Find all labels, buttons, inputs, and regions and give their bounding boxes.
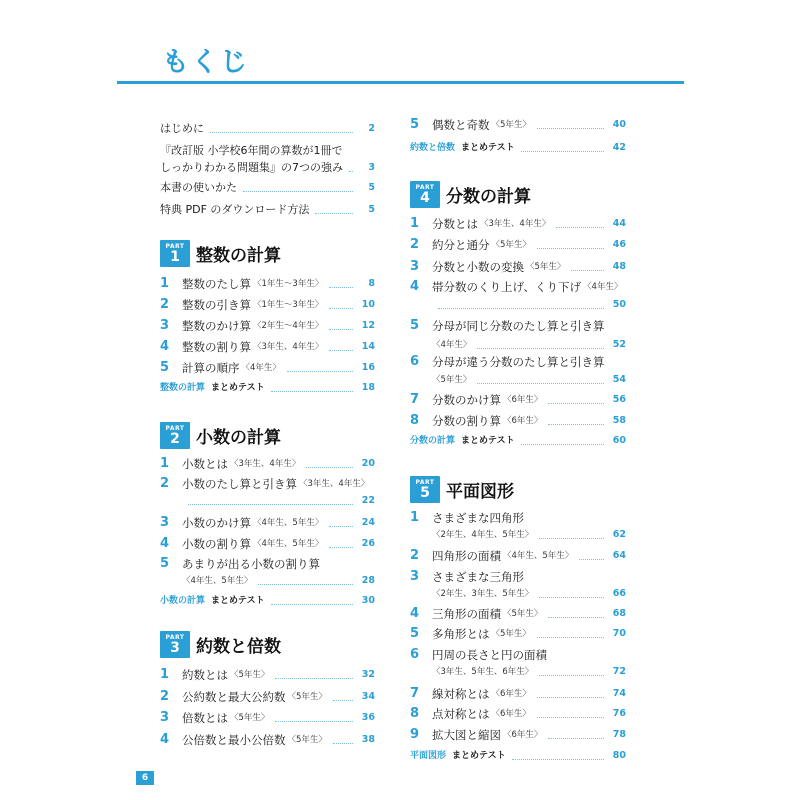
page-ref: 3 [368,162,375,173]
entry-title: 分母が違う分数のたし算と引き算 [432,355,605,369]
leader-dots [537,248,604,249]
entry-number: 4 [160,732,170,747]
page-ref: 24 [361,517,375,528]
entry-number: 2 [160,476,170,491]
grade-range: 〈3年生、4年生〉 [480,219,551,229]
part-title: 整数の計算 [196,246,281,266]
page-ref: 2 [368,123,375,134]
toc-entry [160,664,375,682]
leader-dots [349,171,353,172]
leader-dots [556,227,604,228]
entry-title: 整数の引き算 [182,298,251,312]
entry-number: 7 [410,686,420,701]
leader-dots [333,700,353,701]
toc-entry [410,724,626,742]
toc-entry [160,473,375,491]
grade-range: 〈5年生〉 [230,670,270,680]
entry-title: 小数とは [182,457,228,471]
leader-dots [329,287,353,288]
page-ref: 40 [612,119,626,130]
grade-range: 〈6年生〉 [503,730,543,740]
leader-dots [243,191,353,192]
page-ref: 5 [368,182,375,193]
entry-number: 6 [410,354,420,369]
leader-dots [539,675,604,676]
leader-dots [539,538,604,539]
entry-title: しっかりわかる問題集』の7つの強み [160,161,343,174]
page-ref: 80 [612,750,626,761]
grade-range: 〈6年生〉 [491,709,531,719]
page-ref: 66 [612,588,626,599]
toc-entry [160,357,375,375]
grade-range: 〈4年生、5年生〉 [182,576,253,586]
page-ref: 56 [612,394,626,405]
page-ref: 36 [361,712,375,723]
entry-number: 2 [410,548,420,563]
part-badge [410,181,440,208]
entry-title: さまざまな三角形 [432,570,524,584]
entry-title: 分数とは [432,217,478,231]
grade-range: 〈4年生、5年生〉 [503,551,574,561]
grade-range: 〈2年生、4年生、5年生〉 [432,530,534,540]
entry-number: 4 [160,339,170,354]
entry-number: 3 [160,515,170,530]
part-title: 平面図形 [446,482,514,502]
entry-number: 1 [160,667,170,682]
entry-title: 小数のかけ算 [182,516,251,530]
leader-dots [210,132,353,133]
leader-dots [329,350,353,351]
entry-title: 分数の割り算 [432,414,501,428]
page-ref: 50 [612,299,626,310]
toc-entry [410,507,626,525]
entry-number: 3 [410,259,420,274]
leader-dots [333,743,353,744]
leader-dots [188,504,353,505]
page-ref: 48 [612,261,626,272]
entry-number: 3 [160,710,170,725]
leader-dots [477,348,604,349]
leader-dots [539,597,604,598]
toc-entry [160,453,375,471]
leader-dots [512,759,604,760]
grade-range: 〈5年生〉 [526,262,566,272]
review-test-label: まとめテスト [211,383,265,393]
entry-number: 2 [160,297,170,312]
toc-entry [410,603,626,621]
entry-title: 小数の割り算 [182,537,251,551]
toc-entry [410,703,626,721]
toc-entry [410,623,626,641]
part-number: 4 [420,189,430,206]
leader-dots [275,721,353,722]
entry-number: 7 [410,392,420,407]
page-ref: 46 [612,239,626,250]
intro-entry [160,118,375,136]
grade-range: 〈3年生、4年生〉 [299,479,370,489]
toc-entry [160,707,375,725]
toc-entry [410,583,626,601]
intro-entry [160,199,375,217]
page-ref: 68 [612,608,626,619]
page-ref: 52 [612,339,626,350]
page-ref: 18 [361,382,375,393]
entry-number: 4 [160,536,170,551]
toc-entry [410,389,626,407]
page-ref: 5 [368,204,375,215]
entry-title: 整数のたし算 [182,277,251,291]
review-test-section: 約数と倍数 [410,143,456,153]
grade-range: 〈4年生〉 [583,282,623,292]
entry-number: 5 [410,318,420,333]
grade-range: 〈2年生、3年生、5年生〉 [432,589,534,599]
toc-entry [410,410,626,428]
leader-dots [329,308,353,309]
entry-number: 5 [160,556,170,571]
entry-title: 分数と小数の変換 [432,260,524,274]
page-ref: 22 [361,495,375,506]
entry-title: 拡大図と縮図 [432,728,501,742]
page-ref: 44 [612,218,626,229]
grade-range: 〈5年生〉 [230,713,270,723]
part-label: PART [165,424,185,432]
leader-dots [548,738,604,739]
grade-range: 〈5年生〉 [287,692,327,702]
toc-entry [160,336,375,354]
toc-entry [160,315,375,333]
leader-dots [329,547,353,548]
review-test-section: 分数の計算 [410,436,456,446]
toc-entry [410,114,626,132]
title-rule [117,81,684,84]
entry-title: 約分と通分 [432,238,490,252]
toc-entry [160,294,375,312]
review-test-row [160,590,375,608]
entry-title: あまりが出る小数の割り算 [182,557,320,571]
part-title: 約数と倍数 [196,637,281,657]
page-ref: 20 [361,458,375,469]
toc-entry [410,276,626,294]
toc-entry [410,661,626,679]
grade-range: 〈5年生〉 [287,735,327,745]
page-ref: 28 [361,575,375,586]
leader-dots [306,467,353,468]
entry-number: 8 [410,706,420,721]
entry-title: 倍数とは [182,711,228,725]
part-badge [410,476,440,503]
page-ref: 62 [612,529,626,540]
part-badge [160,631,190,658]
page-ref: 70 [612,628,626,639]
entry-title: 分数のかけ算 [432,393,501,407]
entry-title: 多角形とは [432,627,490,641]
leader-dots [271,604,353,605]
entry-number: 5 [410,626,420,641]
entry-title: 約数とは [182,668,228,682]
leader-dots [548,617,604,618]
leader-dots [521,444,604,445]
toc-entry [410,294,626,312]
page-ref: 76 [612,708,626,719]
entry-number: 1 [160,276,170,291]
review-test-label: まとめテスト [461,143,515,153]
entry-number: 6 [410,647,420,662]
entry-title: さまざまな四角形 [432,511,524,525]
entry-title: 偶数と奇数 [432,118,490,132]
entry-title: 三角形の面積 [432,607,501,621]
toc-entry [410,256,626,274]
toc-entry [410,644,626,662]
entry-number: 5 [160,360,170,375]
page-ref: 38 [361,734,375,745]
leader-dots [271,391,353,392]
review-test-section: 整数の計算 [160,383,206,393]
part-label: PART [415,183,435,191]
page-ref: 58 [612,415,626,426]
entry-number: 2 [410,237,420,252]
leader-dots [315,213,353,214]
leader-dots [521,151,604,152]
entry-title: 公倍数と最小公倍数 [182,733,286,747]
leader-dots [548,424,604,425]
entry-title: 分母が同じ分数のたし算と引き算 [432,319,605,333]
leader-dots [275,678,353,679]
review-test-row [410,137,626,155]
leader-dots [477,383,604,384]
entry-title: 整数のかけ算 [182,319,251,333]
grade-range: 〈6年生〉 [491,689,531,699]
entry-number: 1 [410,510,420,525]
toc-entry [410,234,626,252]
part-header [410,476,514,503]
grade-range: 〈5年生〉 [503,609,543,619]
entry-number: 1 [410,216,420,231]
review-test-section: 平面図形 [410,751,447,761]
toc-entry [410,369,626,387]
toc-entry [410,213,626,231]
entry-title: 点対称とは [432,707,490,721]
grade-range: 〈3年生、4年生〉 [253,342,324,352]
entry-title: 計算の順序 [182,361,240,375]
entry-title: 帯分数のくり上げ、くり下げ [432,280,582,294]
toc-entry [410,566,626,584]
entry-number: 8 [410,413,420,428]
part-number: 2 [170,430,180,447]
intro-entry [160,157,375,175]
toc-entry [410,524,626,542]
page-ref: 60 [612,435,626,446]
grade-range: 〈3年生、4年生〉 [230,459,301,469]
page-number: 6 [136,771,154,785]
grade-range: 〈5年生〉 [491,629,531,639]
review-test-label: まとめテスト [452,751,506,761]
entry-number: 9 [410,727,420,742]
toc-entry [160,273,375,291]
grade-range: 〈1年生～3年生〉 [253,279,324,289]
part-label: PART [165,633,185,641]
part-label: PART [165,242,185,250]
part-header [160,422,281,449]
part-header [160,240,281,267]
page-ref: 12 [361,320,375,331]
leader-dots [537,717,604,718]
leader-dots [548,403,604,404]
entry-title: 公約数と最大公約数 [182,690,286,704]
part-header [410,181,531,208]
grade-range: 〈1年生～3年生〉 [253,300,324,310]
page-ref: 10 [361,299,375,310]
part-badge [160,240,190,267]
review-test-row [160,377,375,395]
entry-number: 4 [410,279,420,294]
review-test-label: まとめテスト [461,436,515,446]
entry-title: 四角形の面積 [432,549,501,563]
page-ref: 78 [612,729,626,740]
page-ref: 42 [612,142,626,153]
grade-range: 〈5年生〉 [491,120,531,130]
toc-entry [160,553,375,571]
page-ref: 14 [361,341,375,352]
entry-title: はじめに [160,122,204,135]
entry-title: 特典 PDF のダウンロード方法 [160,203,310,216]
grade-range: 〈5年生〉 [491,240,531,250]
page-ref: 54 [612,374,626,385]
grade-range: 〈6年生〉 [503,395,543,405]
leader-dots [537,637,604,638]
page-ref: 8 [368,278,375,289]
part-number: 5 [420,484,430,501]
grade-range: 〈4年生〉 [241,363,281,373]
part-number: 3 [170,639,180,656]
grade-range: 〈6年生〉 [503,416,543,426]
entry-number: 3 [160,318,170,333]
entry-number: 5 [410,117,420,132]
page-ref: 32 [361,669,375,680]
review-test-label: まとめテスト [211,596,265,606]
intro-entry [160,140,375,158]
grade-range: 〈5年生〉 [432,375,472,385]
grade-range: 〈3年生、5年生、6年生〉 [432,667,534,677]
entry-title: 円周の長さと円の面積 [432,648,547,662]
part-badge [160,422,190,449]
part-title: 小数の計算 [196,428,281,448]
toc-entry [410,334,626,352]
part-title: 分数の計算 [446,187,531,207]
page-ref: 72 [612,666,626,677]
toc-entry [160,533,375,551]
part-number: 1 [170,248,180,265]
entry-number: 4 [410,606,420,621]
leader-dots [258,584,353,585]
leader-dots [571,270,604,271]
grade-range: 〈4年生〉 [432,340,472,350]
review-test-row [410,745,626,763]
page-ref: 34 [361,691,375,702]
entry-title: 線対称とは [432,687,490,701]
leader-dots [287,371,353,372]
leader-dots [329,526,353,527]
grade-range: 〈4年生、5年生〉 [253,539,324,549]
page-ref: 30 [361,595,375,606]
page-ref: 26 [361,538,375,549]
toc-entry [410,545,626,563]
grade-range: 〈4年生、5年生〉 [253,518,324,528]
toc-entry [160,512,375,530]
toc-entry [160,570,375,588]
page-ref: 64 [612,550,626,561]
entry-number: 1 [160,456,170,471]
review-test-row [410,430,626,448]
entry-title: 整数の割り算 [182,340,251,354]
entry-title: 小数のたし算と引き算 [182,477,297,491]
review-test-section: 小数の計算 [160,596,206,606]
leader-dots [579,559,604,560]
page-ref: 16 [361,362,375,373]
page-ref: 74 [612,688,626,699]
part-header [160,631,281,658]
toc-entry [410,683,626,701]
entry-number: 3 [410,569,420,584]
intro-entry [160,177,375,195]
leader-dots [537,697,604,698]
toc-entry [160,729,375,747]
toc-entry [410,351,626,369]
part-label: PART [415,478,435,486]
entry-title: 本書の使いかた [160,181,237,194]
entry-title: 『改訂版 小学校6年間の算数が1冊で [160,144,343,157]
toc-entry [160,490,375,508]
toc-entry [160,686,375,704]
leader-dots [537,128,604,129]
entry-number: 2 [160,689,170,704]
grade-range: 〈2年生～4年生〉 [253,321,324,331]
toc-entry [410,315,626,333]
page-title: もくじ [162,47,249,78]
leader-dots [329,329,353,330]
leader-dots [438,308,604,309]
